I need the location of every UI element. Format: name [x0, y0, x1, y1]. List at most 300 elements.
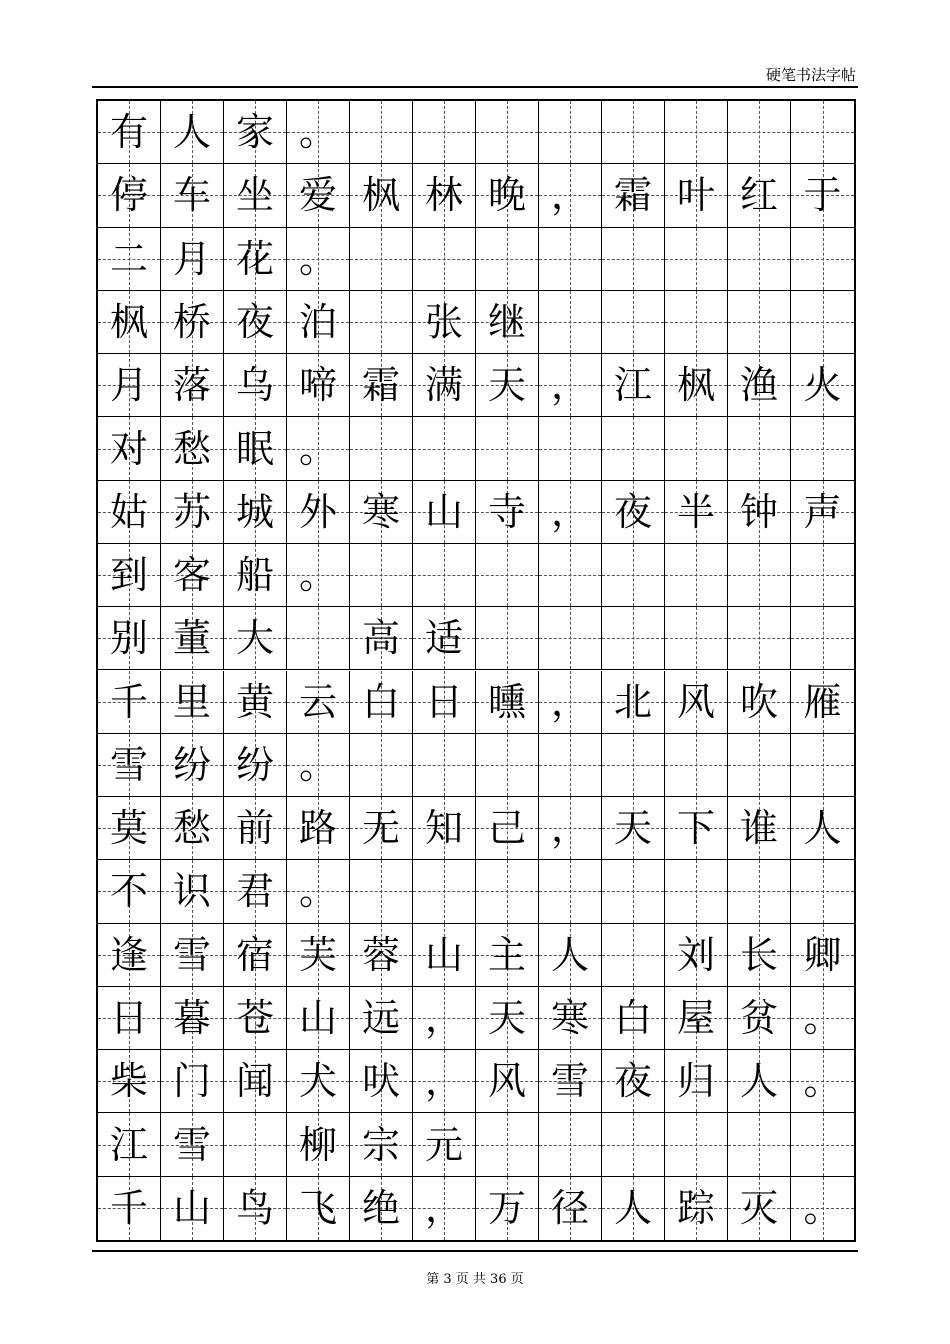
grid-cell [98, 987, 161, 1049]
character: 人 [172, 110, 211, 155]
character: 己 [487, 806, 526, 851]
grid-cell [728, 354, 791, 416]
character: 犬 [298, 1059, 337, 1104]
grid-cell [413, 101, 476, 163]
grid-cell [161, 354, 224, 416]
grid-cell [350, 924, 413, 986]
character: 柴 [109, 1059, 148, 1104]
character: 人 [803, 806, 842, 851]
grid-cell [476, 164, 539, 226]
character: 下 [676, 806, 715, 851]
grid-cell [476, 417, 539, 479]
grid-cell [350, 797, 413, 859]
character: 落 [172, 363, 211, 408]
character: 愁 [172, 426, 211, 471]
grid-cell [602, 228, 665, 290]
character: 家 [235, 110, 274, 155]
grid-cell [476, 481, 539, 543]
grid-cell [161, 607, 224, 669]
character: 天 [487, 996, 526, 1040]
grid-cell [161, 797, 224, 859]
grid-cell [287, 1050, 350, 1112]
character: 。 [803, 996, 842, 1040]
grid-cell [476, 987, 539, 1049]
character: ， [550, 489, 589, 534]
character: ， [424, 1186, 463, 1231]
grid-cell [161, 1113, 224, 1175]
grid-cell [161, 1050, 224, 1112]
character: 黄 [235, 679, 274, 724]
grid-cell [98, 354, 161, 416]
grid-cell [224, 354, 287, 416]
character: 愁 [172, 806, 211, 851]
grid-cell [728, 544, 791, 606]
grid-cell [161, 734, 224, 796]
grid-cell [224, 417, 287, 479]
grid-cell [98, 544, 161, 606]
grid-cell [539, 544, 602, 606]
grid-cell [728, 671, 791, 733]
grid-cell [539, 860, 602, 922]
grid-cell [287, 164, 350, 226]
grid-cell [665, 1177, 728, 1240]
character: 满 [424, 363, 463, 408]
character: 叶 [676, 173, 715, 218]
grid-cell [413, 544, 476, 606]
character: 知 [424, 806, 463, 851]
character: 张 [424, 299, 463, 344]
character: 二 [109, 236, 148, 281]
grid-cell [224, 101, 287, 163]
grid-cell [161, 987, 224, 1049]
character: 君 [235, 869, 274, 914]
grid-cell [350, 734, 413, 796]
grid-cell [98, 797, 161, 859]
character: 灭 [739, 1186, 778, 1231]
grid-cell [224, 544, 287, 606]
character: 于 [803, 173, 842, 218]
character: 。 [298, 742, 337, 787]
character: 。 [803, 1059, 842, 1104]
character: 船 [235, 553, 274, 598]
character: 山 [172, 1186, 211, 1231]
character: 鸟 [235, 1186, 274, 1231]
character: 眠 [235, 426, 274, 471]
character: 外 [298, 489, 337, 534]
character: 爱 [298, 173, 337, 218]
character: 吠 [361, 1059, 400, 1104]
grid-cell [791, 101, 854, 163]
grid-cell [98, 228, 161, 290]
character: 到 [109, 553, 148, 598]
character: 别 [109, 616, 148, 661]
grid-cell [161, 544, 224, 606]
grid-cell [98, 1050, 161, 1112]
grid-cell [728, 797, 791, 859]
character: 主 [487, 932, 526, 977]
character: 。 [298, 553, 337, 598]
grid-row [98, 481, 854, 544]
character: 白 [613, 996, 652, 1040]
grid-cell [665, 1050, 728, 1112]
character: 雪 [172, 1122, 211, 1167]
grid-cell [287, 987, 350, 1049]
character: 晚 [487, 173, 526, 218]
grid-cell [791, 1050, 854, 1112]
grid-row [98, 797, 854, 860]
grid-cell [287, 417, 350, 479]
character: ， [550, 679, 589, 724]
grid-cell [350, 354, 413, 416]
grid-cell [539, 607, 602, 669]
grid-cell [665, 671, 728, 733]
character: 路 [298, 806, 337, 851]
grid-cell [287, 860, 350, 922]
character: 姑 [109, 489, 148, 534]
character: 有 [109, 110, 148, 155]
character: 贫 [739, 996, 778, 1040]
character: 万 [487, 1186, 526, 1231]
grid-cell [161, 228, 224, 290]
character: 。 [803, 1186, 842, 1231]
grid-cell [224, 924, 287, 986]
grid-cell [791, 417, 854, 479]
grid-cell [413, 607, 476, 669]
grid-row [98, 924, 854, 987]
character: 人 [550, 932, 589, 977]
character: 霜 [361, 363, 400, 408]
grid-row [98, 1113, 854, 1176]
grid-cell [791, 607, 854, 669]
character: 山 [424, 489, 463, 534]
grid-cell [161, 924, 224, 986]
grid-cell [476, 797, 539, 859]
character: 无 [361, 806, 400, 851]
grid-row [98, 228, 854, 291]
character: 风 [676, 679, 715, 724]
grid-cell [602, 544, 665, 606]
grid-cell [602, 164, 665, 226]
grid-cell [728, 1050, 791, 1112]
character: 霜 [613, 173, 652, 218]
grid-cell [350, 164, 413, 226]
character: ， [550, 173, 589, 218]
character: ， [424, 996, 463, 1040]
grid-cell [476, 101, 539, 163]
grid-cell [791, 671, 854, 733]
character: 白 [361, 679, 400, 724]
character: 枫 [361, 173, 400, 218]
character: 林 [424, 173, 463, 218]
character: 声 [803, 489, 842, 534]
character: ， [550, 363, 589, 408]
grid-cell [476, 291, 539, 353]
grid-cell [350, 987, 413, 1049]
grid-cell [413, 1113, 476, 1175]
character: 云 [298, 679, 337, 724]
grid-cell [413, 354, 476, 416]
character: 适 [424, 616, 463, 661]
grid-cell [413, 417, 476, 479]
header-title: 硬笔书法字帖 [765, 66, 856, 84]
grid-cell [476, 607, 539, 669]
character: 继 [487, 299, 526, 344]
character: 识 [172, 869, 211, 914]
grid-cell [539, 1113, 602, 1175]
grid-cell [476, 544, 539, 606]
grid-cell [98, 607, 161, 669]
character: 日 [109, 996, 148, 1040]
grid-row [98, 671, 854, 734]
character: 。 [298, 426, 337, 471]
grid-cell [539, 417, 602, 479]
character: 董 [172, 616, 211, 661]
grid-cell [224, 797, 287, 859]
character: 花 [235, 236, 274, 281]
grid-cell [413, 1177, 476, 1240]
character: 千 [109, 1186, 148, 1231]
character: 莫 [109, 806, 148, 851]
grid-cell [791, 291, 854, 353]
grid-row [98, 1050, 854, 1113]
grid-cell [98, 291, 161, 353]
footer-rule [92, 1250, 858, 1252]
grid-cell [476, 354, 539, 416]
grid-cell [224, 291, 287, 353]
character: 。 [298, 869, 337, 914]
grid-cell [791, 164, 854, 226]
character: 吹 [739, 679, 778, 724]
character: 元 [424, 1122, 463, 1167]
grid-cell [602, 101, 665, 163]
character: 逢 [109, 932, 148, 977]
grid-cell [602, 860, 665, 922]
grid-cell [791, 734, 854, 796]
grid-cell [413, 797, 476, 859]
grid-cell [98, 417, 161, 479]
character: 柳 [298, 1122, 337, 1167]
grid-cell [287, 544, 350, 606]
character: 半 [676, 489, 715, 534]
grid-cell [350, 544, 413, 606]
character: 山 [424, 932, 463, 977]
grid-cell [350, 671, 413, 733]
grid-cell [161, 860, 224, 922]
grid-cell [161, 481, 224, 543]
grid-cell [413, 1050, 476, 1112]
character: 纷 [235, 742, 274, 787]
character: 江 [109, 1122, 148, 1167]
grid-cell [350, 481, 413, 543]
grid-cell [413, 164, 476, 226]
grid-cell [728, 607, 791, 669]
grid-row [98, 1177, 854, 1240]
character: 泊 [298, 299, 337, 344]
grid-cell [665, 228, 728, 290]
grid-row [98, 101, 854, 164]
grid-cell [413, 734, 476, 796]
grid-cell [98, 164, 161, 226]
character: 日 [424, 679, 463, 724]
grid-row [98, 417, 854, 480]
grid-cell [791, 924, 854, 986]
grid-row [98, 860, 854, 923]
grid-cell [602, 1050, 665, 1112]
grid-cell [665, 734, 728, 796]
grid-row [98, 544, 854, 607]
grid-cell [539, 797, 602, 859]
grid-cell [224, 607, 287, 669]
grid-cell [728, 417, 791, 479]
grid-cell [350, 860, 413, 922]
character: 苍 [235, 996, 274, 1040]
character: 远 [361, 996, 400, 1040]
character: 寒 [550, 996, 589, 1040]
character: 苏 [172, 489, 211, 534]
grid-cell [476, 1177, 539, 1240]
grid-cell [665, 354, 728, 416]
grid-cell [224, 1177, 287, 1240]
grid-cell [602, 671, 665, 733]
grid-cell [539, 164, 602, 226]
grid-row [98, 164, 854, 227]
grid-cell [539, 1177, 602, 1240]
header-rule [92, 86, 858, 88]
grid-cell [665, 101, 728, 163]
grid-cell [224, 481, 287, 543]
grid-cell [98, 481, 161, 543]
grid-cell [476, 671, 539, 733]
grid-cell [728, 1177, 791, 1240]
grid-cell [728, 228, 791, 290]
grid-cell [350, 1050, 413, 1112]
grid-cell [728, 860, 791, 922]
grid-cell [602, 924, 665, 986]
grid-cell [728, 924, 791, 986]
character: ， [424, 1059, 463, 1104]
practice-grid [96, 99, 856, 1242]
character: 刘 [676, 932, 715, 977]
grid-cell [728, 164, 791, 226]
character: 不 [109, 869, 148, 914]
grid-cell [539, 734, 602, 796]
character: 月 [109, 363, 148, 408]
grid-cell [161, 671, 224, 733]
grid-cell [350, 101, 413, 163]
grid-cell [98, 734, 161, 796]
character: 乌 [235, 363, 274, 408]
character: 月 [172, 236, 211, 281]
character: 天 [487, 363, 526, 408]
grid-cell [602, 797, 665, 859]
character: 高 [361, 616, 400, 661]
grid-cell [665, 291, 728, 353]
character: 寺 [487, 489, 526, 534]
character: 城 [235, 489, 274, 534]
grid-cell [476, 924, 539, 986]
grid-cell [665, 1113, 728, 1175]
grid-cell [98, 101, 161, 163]
grid-cell [791, 860, 854, 922]
grid-cell [224, 671, 287, 733]
grid-cell [224, 228, 287, 290]
grid-cell [413, 291, 476, 353]
grid-cell [539, 924, 602, 986]
grid-row [98, 291, 854, 354]
character: 钟 [739, 489, 778, 534]
character: 大 [235, 616, 274, 661]
character: 飞 [298, 1186, 337, 1231]
page-number: 第 3 页 共 36 页 [426, 1272, 524, 1287]
character: 雁 [803, 679, 842, 724]
grid-cell [413, 481, 476, 543]
grid-cell [665, 987, 728, 1049]
grid-cell [224, 164, 287, 226]
character: 枫 [109, 299, 148, 344]
character: 雪 [550, 1059, 589, 1104]
grid-cell [602, 354, 665, 416]
grid-cell [287, 354, 350, 416]
grid-cell [287, 481, 350, 543]
grid-cell [98, 1113, 161, 1175]
grid-cell [287, 734, 350, 796]
grid-cell [791, 354, 854, 416]
character: 里 [172, 679, 211, 724]
grid-cell [287, 607, 350, 669]
character: 车 [172, 173, 211, 218]
grid-cell [728, 291, 791, 353]
grid-cell [539, 228, 602, 290]
character: ， [550, 806, 589, 851]
grid-cell [476, 1113, 539, 1175]
grid-cell [791, 797, 854, 859]
grid-cell [161, 164, 224, 226]
character: 啼 [298, 363, 337, 408]
character: 人 [739, 1059, 778, 1104]
grid-cell [665, 797, 728, 859]
grid-row [98, 607, 854, 670]
character: 闻 [235, 1059, 274, 1104]
character: 径 [550, 1186, 589, 1231]
character: 天 [613, 806, 652, 851]
grid-row [98, 354, 854, 417]
grid-cell [224, 1113, 287, 1175]
grid-cell [287, 924, 350, 986]
grid-cell [728, 481, 791, 543]
grid-cell [476, 1050, 539, 1112]
character: 。 [298, 110, 337, 155]
character: 谁 [739, 806, 778, 851]
character: 红 [739, 173, 778, 218]
character: 夜 [235, 299, 274, 344]
grid-cell [224, 1050, 287, 1112]
grid-cell [98, 924, 161, 986]
grid-cell [287, 1113, 350, 1175]
grid-cell [539, 291, 602, 353]
character: 寒 [361, 489, 400, 534]
character: 暮 [172, 996, 211, 1040]
character: 踪 [676, 1186, 715, 1231]
grid-cell [602, 1177, 665, 1240]
grid-cell [98, 1177, 161, 1240]
grid-cell [665, 164, 728, 226]
grid-cell [539, 481, 602, 543]
grid-cell [350, 1177, 413, 1240]
character: 绝 [361, 1186, 400, 1231]
character: 火 [803, 363, 842, 408]
grid-cell [665, 417, 728, 479]
character: 屋 [676, 996, 715, 1040]
